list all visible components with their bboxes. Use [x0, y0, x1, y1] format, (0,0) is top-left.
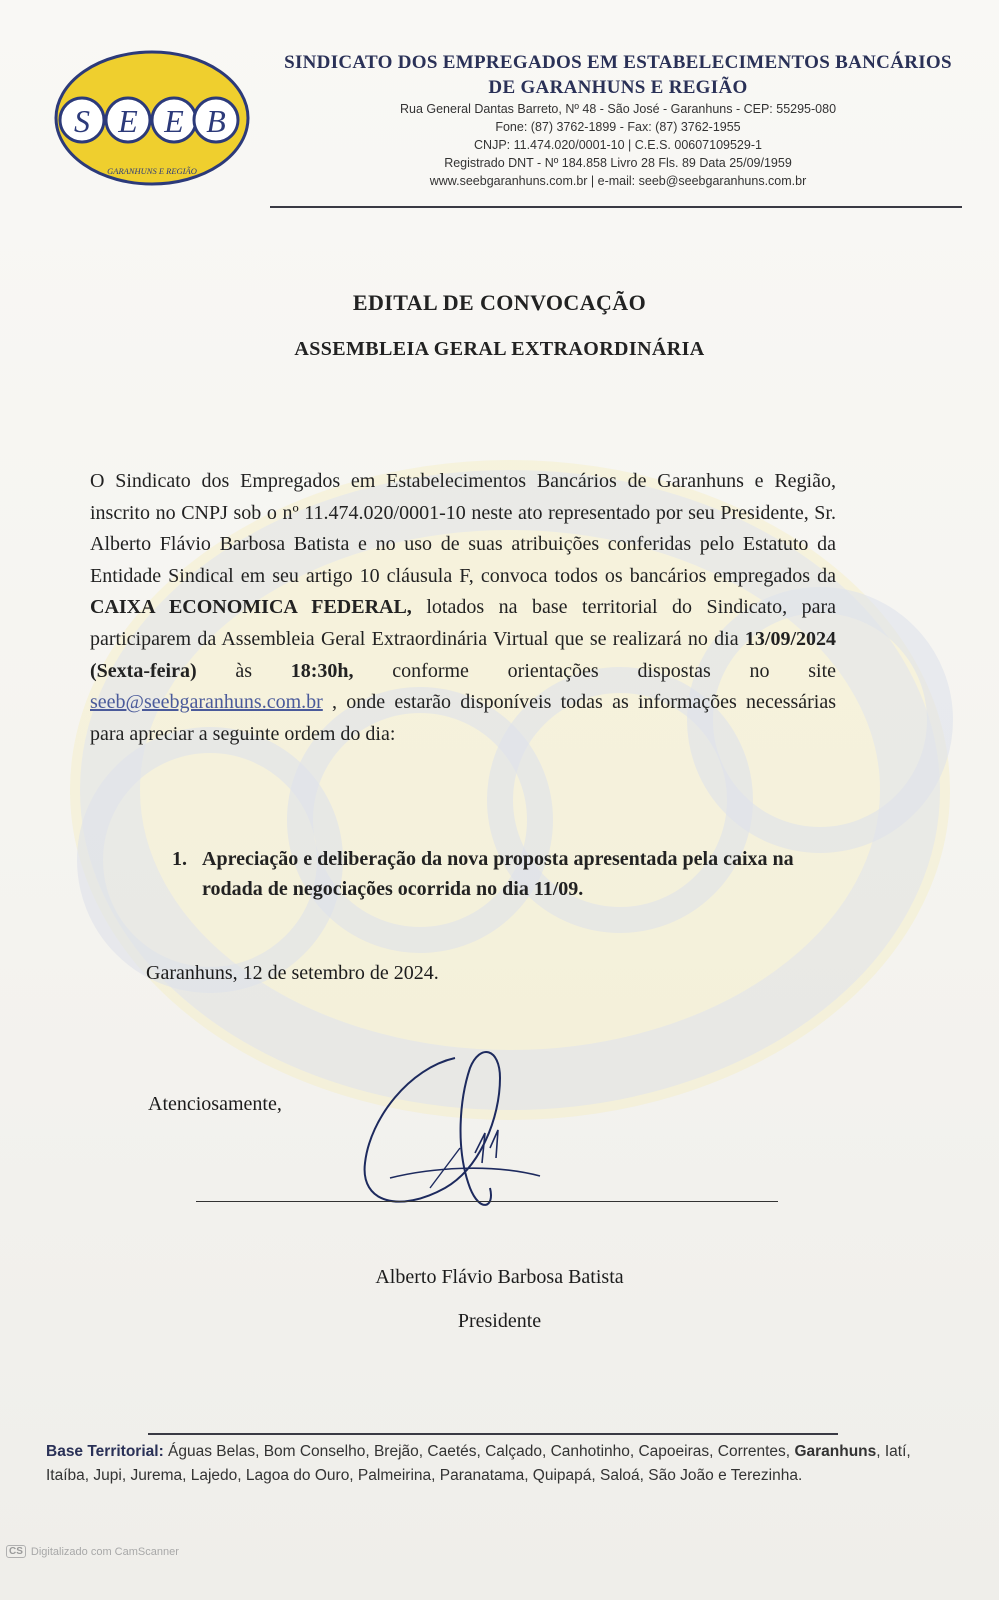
handwritten-signature: [350, 1038, 550, 1228]
document-title: EDITAL DE CONVOCAÇÃO: [352, 290, 647, 315]
logo-letter: E: [164, 103, 184, 139]
body-date: 13/09/2024 (Sexta-feira): [90, 627, 837, 682]
territorial-cities-a: Águas Belas, Bom Conselho, Brejão, Caetés, Calçado, Canhotinho, Capoeiras, Correntes,: [168, 1443, 791, 1460]
org-name-line2: DE GARANHUNS E REGIÃO: [488, 77, 748, 98]
body-employer: CAIXA ECONOMICA FEDERAL,: [90, 596, 412, 619]
territorial-base-label: Base Territorial:: [46, 1443, 164, 1460]
agenda-list: [172, 844, 812, 904]
logo-letter: B: [206, 103, 226, 139]
scanner-watermark: [6, 1545, 179, 1558]
convocation-paragraph: [90, 466, 836, 750]
closing-salutation: Atenciosamente,: [148, 1093, 282, 1115]
footer-divider: [148, 1433, 838, 1435]
body-part1: O Sindicato dos Empregados em Estabelecimentos Bancários de Garanhuns e Região, inscrito no CNPJ sob o nº 11.474.020/0001-10 neste ato representado por seu Presidente, Sr. Alberto Flávio Barbosa Batista e no uso de suas atribuições conferidas pelo Estatuto da Entidade Sindical em seu artigo 10 cláusula F, convoca todos os bancários empregados da: [90, 470, 836, 587]
territorial-city-garanhuns: Garanhuns: [794, 1443, 877, 1460]
body-part2: lotados na base territorial do Sindicato, para participarem da Assembleia Geral Extraordinária Virtual que se realizará no dia: [90, 596, 837, 650]
signer-role: Presidente: [457, 1310, 542, 1332]
org-registry: Registrado DNT - Nº 184.858 Livro 28 Fls. 89 Data 25/09/1959: [444, 156, 792, 170]
site-link[interactable]: seeb@seebgaranhuns.com.br: [90, 691, 323, 714]
scanner-text: Digitalizado com CamScanner: [30, 1545, 179, 1558]
signer-name: Alberto Flávio Barbosa Batista: [375, 1266, 624, 1288]
body-part5: , onde estarão disponíveis todas as informações necessárias para apreciar a seguinte ordem do dia:: [90, 691, 837, 745]
body-time: 18:30h,: [290, 659, 354, 682]
logo-letter: E: [118, 103, 138, 139]
territorial-base: [46, 1440, 946, 1488]
letterhead: [268, 50, 968, 190]
camscanner-icon: CS: [6, 1545, 26, 1558]
document-subtitle: ASSEMBLEIA GERAL EXTRAORDINÁRIA: [294, 338, 705, 360]
signature-line: [196, 1201, 778, 1202]
agenda-item-text: Apreciação e deliberação da nova proposta apresentada pela caixa na rodada de negociações ocorrida no dia 11/09.: [202, 848, 794, 900]
body-part3: às: [235, 659, 253, 682]
territorial-cities-b: , Iatí, Itaíba, Jupi, Jurema, Lajedo, Lagoa do Ouro, Palmeirina, Paranatama, Quipapá, Saloá, São João e Terezinha.: [46, 1443, 911, 1484]
place-date: Garanhuns, 12 de setembro de 2024.: [146, 962, 439, 984]
org-phone: Fone: (87) 3762-1899 - Fax: (87) 3762-1955: [495, 120, 741, 134]
signature-graphic: [350, 1038, 550, 1228]
seeb-logo: [52, 48, 252, 188]
org-cnpj: CNJP: 11.474.020/0001-10 | C.E.S. 00607109529-1: [474, 138, 762, 152]
body-part4: conforme orientações dispostas no site: [392, 659, 837, 682]
logo-subtitle: GARANHUNS E REGIÃO: [107, 166, 197, 176]
org-address: Rua General Dantas Barreto, Nº 48 - São José - Garanhuns - CEP: 55295-080: [399, 102, 837, 116]
seeb-logo-graphic: [52, 48, 252, 188]
org-web: www.seebgaranhuns.com.br | e-mail: seeb@seebgaranhuns.com.br: [429, 174, 807, 188]
logo-letter: S: [74, 103, 90, 139]
header-divider: [270, 206, 962, 208]
agenda-item-number: 1.: [172, 848, 187, 870]
org-name-line1: SINDICATO DOS EMPREGADOS EM ESTABELECIMENTOS BANCÁRIOS: [284, 52, 952, 73]
